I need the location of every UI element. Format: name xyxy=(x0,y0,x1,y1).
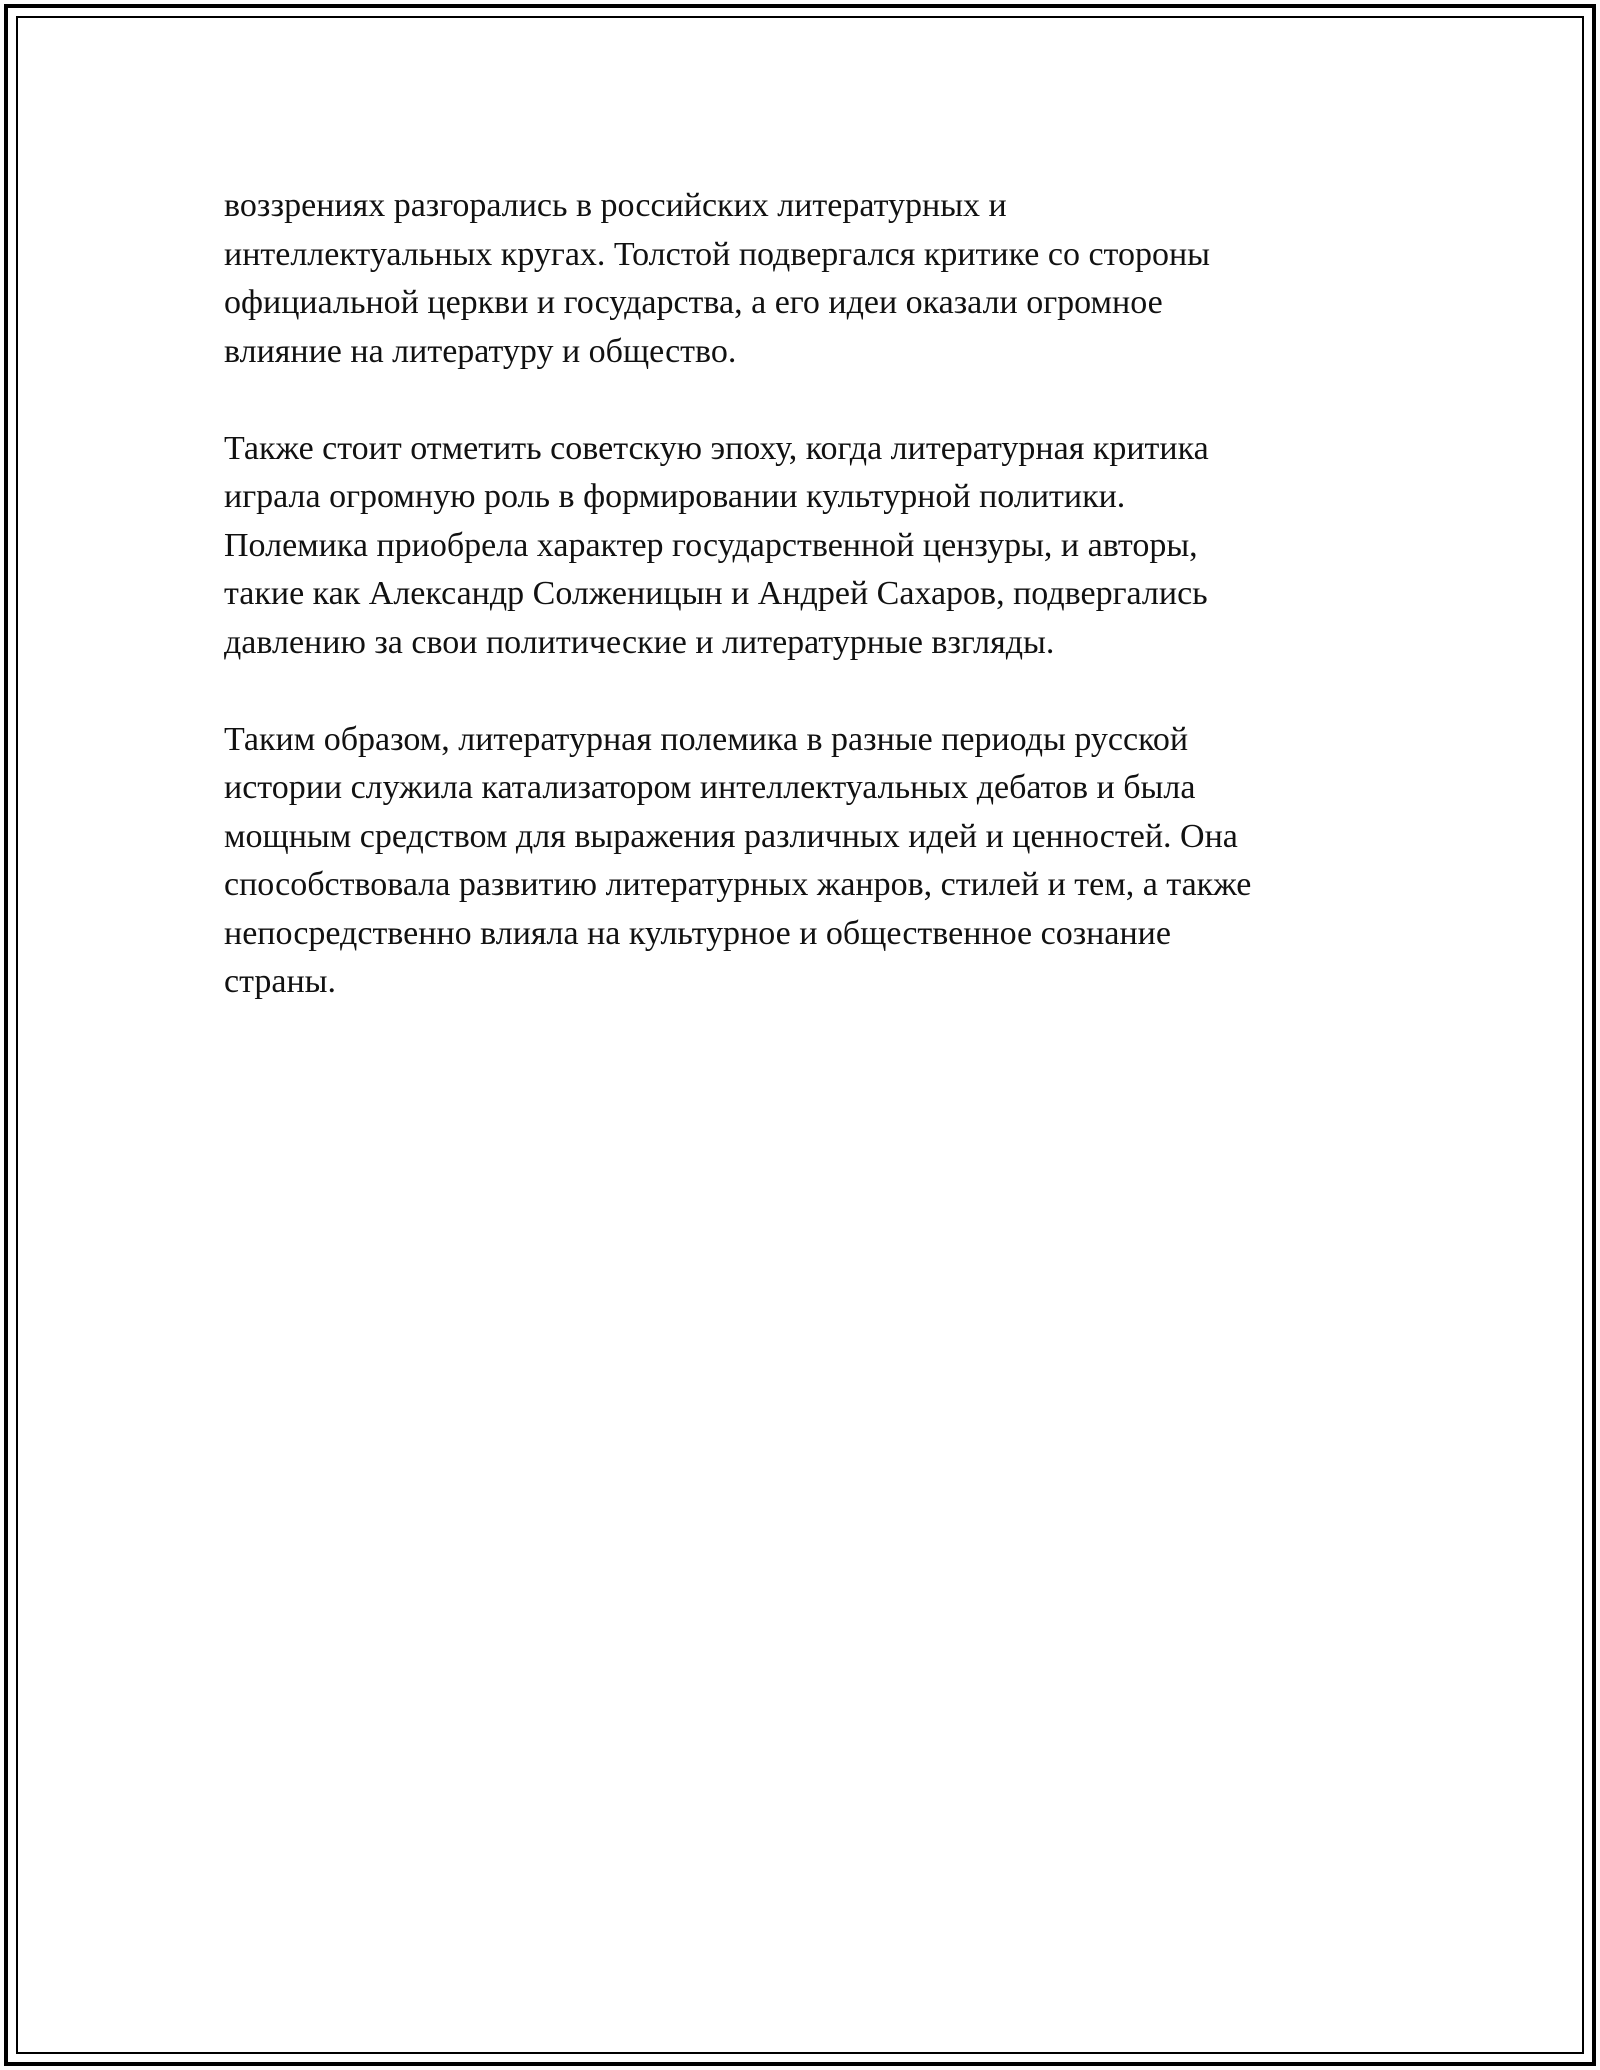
text-line: Таким образом, литературная полемика в разные периоды русской xyxy=(224,720,1189,758)
text-line: непосредственно влияла на культурное и общественное сознание xyxy=(224,914,1171,952)
text-line: страны. xyxy=(224,963,336,1000)
paragraph-2 xyxy=(224,425,1364,668)
text-line: способствовала развитию литературных жанров, стилей и тем, а также xyxy=(224,866,1252,903)
text-line: мощным средством для выражения различных идей и ценностей. Она xyxy=(224,817,1238,855)
document-body xyxy=(224,182,1364,1055)
text-line: воззрениях разгорались в российских литературных и xyxy=(224,187,1007,224)
paragraph-1 xyxy=(224,182,1364,376)
text-line: Также стоит отметить советскую эпоху, когда литературная критика xyxy=(224,429,1209,467)
text-line: давлению за свои политические и литературные взгляды. xyxy=(224,623,1055,661)
text-line: официальной церкви и государства, а его идеи оказали огромное xyxy=(224,284,1163,321)
paragraph-3 xyxy=(224,716,1364,1007)
text-line: интеллектуальных кругах. Толстой подвергался критике со стороны xyxy=(224,235,1210,273)
text-line: играла огромную роль в формировании культурной политики. xyxy=(224,478,1126,515)
text-line: такие как Александр Солженицын и Андрей Сахаров, подвергались xyxy=(224,575,1208,612)
text-line: истории служила катализатором интеллектуальных дебатов и была xyxy=(224,769,1196,806)
text-line: влияние на литературу и общество. xyxy=(224,332,737,370)
text-line: Полемика приобрела характер государственной цензуры, и авторы, xyxy=(224,526,1198,564)
